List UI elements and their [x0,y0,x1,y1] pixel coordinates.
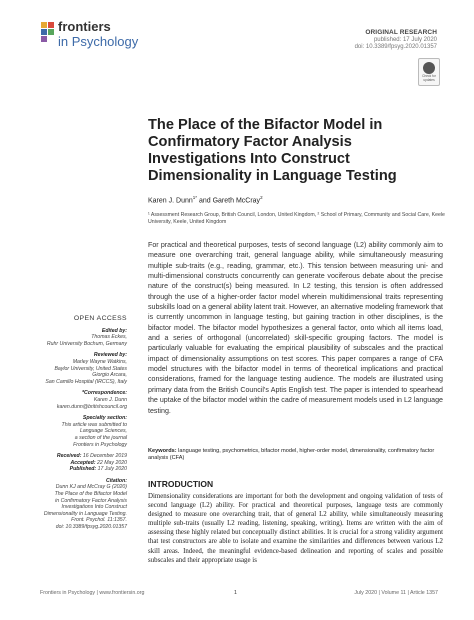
specialty-section-label: Specialty section: [82,415,127,422]
correspondence-label: *Correspondence: [82,390,127,397]
reviewer-name[interactable]: Giorgio Arcara, [92,372,127,379]
article-doi[interactable]: doi: 10.3389/fpsyg.2020.01357 [354,44,437,50]
footer-volume-info: July 2020 | Volume 11 | Article 1357 [354,590,438,596]
author-affiliation-marker: 1* [192,195,198,200]
abstract: For practical and theoretical purposes, tests of second language (L2) ability commonly aim to measure one overarching trait, general language ability, while simultaneously measuring multiple sub-traits (e.g., reading, grammar, etc.). This tension between measuring uni- and multi-dimensional constructs concurrently can generate vociferous debate about the precise nature of the construct(s) being measured. In L2 testing, this tension is often addressed through the use of a higher-order factor model wherein multidimensional traits representing subskills load on a general ability latent trait. However, an alternative modeling framework that is currently uncommon in language testing, but gaining traction in other disciplines, is the bifactor model. The bifactor model hypothesizes a general factor, onto which all items load, and a series of orthogonal (uncorrelated) skill-specific grouping factors. The model is particularly valuable for evaluating the empirical plausibility of subscales and the practical impact of dimensionality assumptions on test scores. This paper compares a range of CFA model structures with the bifactor model in terms of theoretical implications and practical considerations, framed for the language testing audience. The models are illustrated using primary data from the British Council's Aptis English test. The paper is intended to spearhead the uptake of the bifactor model within the cadre of measurement models used in L2 language testing. [148,241,443,415]
logo-text-journal: in Psychology [58,34,139,49]
specialty-line: Language Sciences, [79,428,127,435]
page-number: 1 [234,590,237,596]
citation-line: in Confirmatory Factor Analysis [55,497,127,504]
keywords-label: Keywords: [148,448,177,454]
update-badge-label: Check for updates [422,74,436,82]
footer-journal-link[interactable]: Frontiers in Psychology | www.frontiersin.org [40,590,145,596]
editor-name[interactable]: Thomas Eckes, [91,334,127,341]
journal-logo [40,17,160,53]
check-for-updates-badge[interactable] [418,58,440,86]
keywords-list: language testing, psychometrics, bifactor model, higher-order model, dimensionality, confirmatory factor analysis (CFA) [148,448,435,461]
author-name[interactable]: Karen J. Dunn [148,197,193,205]
edited-by-label: Edited by: [101,327,127,334]
correspondence-email[interactable]: karen.dunn@britishcouncil.org [56,403,127,410]
citation-line: The Place of the Bifactor Model [54,491,127,498]
section-heading-introduction: INTRODUCTION [148,479,214,489]
specialty-line: This article was submitted to [61,421,127,428]
accepted-date: Accepted: 22 May 2020 [70,459,127,466]
citation-line: Dunn KJ and McCray G (2020) [55,484,127,491]
frontiers-logo-icon [40,21,56,43]
reviewed-by-label: Reviewed by: [93,352,127,359]
citation-line: Dimensionality in Language Testing. [43,510,127,517]
update-icon [423,62,435,74]
citation-label: Citation: [105,477,127,484]
author-name[interactable]: Gareth McCray [212,197,261,205]
introduction-text: Dimensionality considerations are important for both the development and ongoing validation of tests of second language (L2) ability. For practical and theoretical purposes, language tests are commonly designed to measure one overarching trait, that of general L2 ability, while simultaneously measuring multiple sub-traits (usually L2 reading, listening, speaking, writing). Items are written with the aim of assessing these highly related but conceptually distinct abilities. It is crucial for a strong validity argument that test constructors are able to isolate and examine the similarities and differences between various L2 skill areas. Indeed, the meaningful evidence-based delineation and reporting of scales and possible subscales and their appropriate usage is [148,493,443,564]
reviewer-name[interactable]: Marley Wayne Watkins, [72,358,127,365]
published-date-sidebar: Published: 17 July 2020 [69,466,127,473]
citation-line: Investigations Into Construct [61,504,127,511]
citation-doi[interactable]: doi: 10.3389/fpsyg.2020.01357 [55,524,127,531]
citation-line: Front. Psychol. 11:1357. [71,517,127,524]
affiliations: ¹ Assessment Research Group, British Council, London, United Kingdom, ² School of Primary, Community and Social Care, Keele University, Keele, United Kingdom [148,212,445,225]
specialty-line: a section of the journal [74,434,127,441]
reviewer-affiliation: Baylor University, United States [54,365,127,372]
correspondence-name: Karen J. Dunn [93,396,127,403]
editor-affiliation: Ruhr University Bochum, Germany [46,340,127,347]
logo-text-frontiers: frontiers [58,19,111,34]
article-title: The Place of the Bifactor Model in Confirmatory Factor Analysis Investigations Into Construct Dimensionality in Language Testing [148,117,397,184]
open-access-label: OPEN ACCESS [73,315,127,322]
received-date: Received: 16 December 2019 [56,453,127,460]
specialty-line: Frontiers in Psychology [73,441,127,448]
published-date: published: 17 July 2020 [373,37,437,43]
article-type: ORIGINAL RESEARCH [365,29,437,36]
author-list [148,195,263,204]
author-conjunction: and [197,197,213,205]
keywords [148,448,443,462]
author-affiliation-marker: 2 [260,195,263,200]
reviewer-affiliation: San Camillo Hospital (IRCCS), Italy [45,378,127,385]
article-info-sidebar [40,316,127,531]
